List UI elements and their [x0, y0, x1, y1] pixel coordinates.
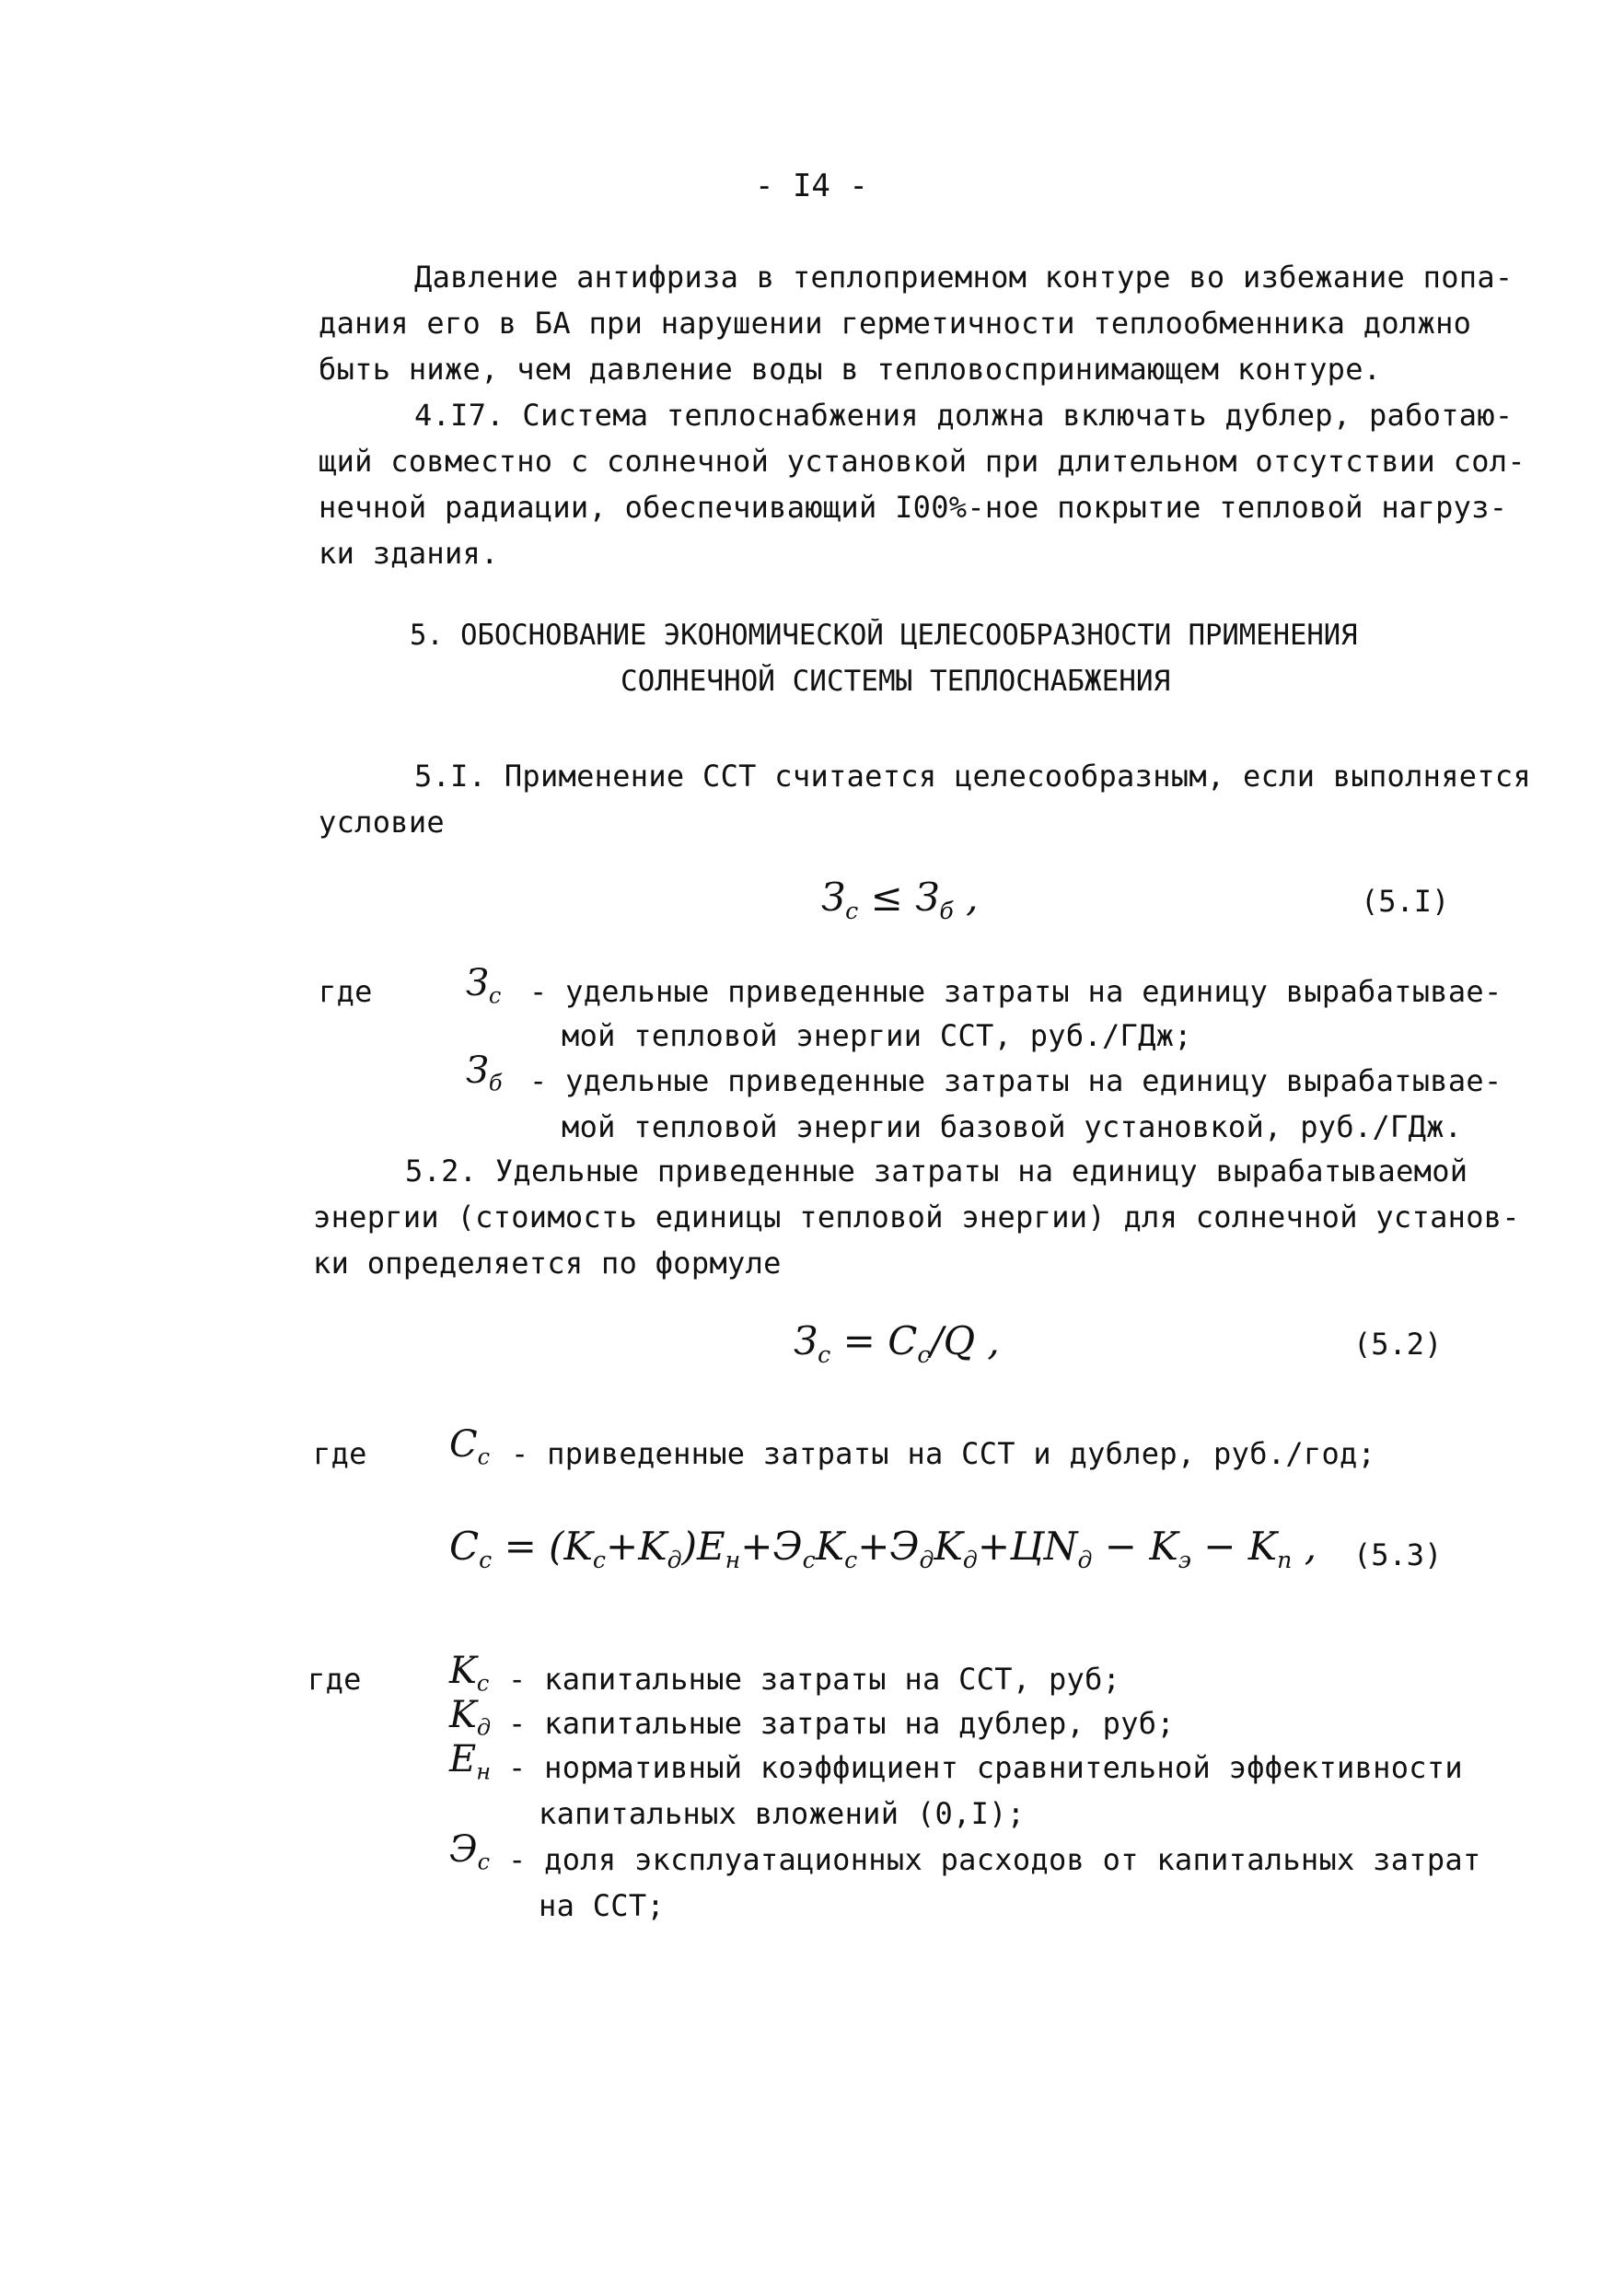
- text-line: условие: [319, 805, 445, 840]
- definition-line: - доля эксплуатационных расходов от капитальных затрат: [508, 1842, 1481, 1877]
- text-line: 5.2. Удельные приведенные затраты на единицу вырабатываемой: [405, 1154, 1468, 1189]
- text-line: быть ниже, чем давление воды в тепловоспринимающем контуре.: [319, 352, 1382, 387]
- definition-line: капитальных вложений (0,I);: [539, 1796, 1026, 1831]
- equation-number: (5.I): [1361, 884, 1450, 919]
- where-word: где: [319, 974, 373, 1009]
- text-line: ки здания.: [319, 536, 499, 571]
- definition-line: - удельные приведенные затраты на единицу вырабатывае-: [529, 1063, 1502, 1098]
- definition-line: - капитальные затраты на ССТ, руб;: [508, 1662, 1121, 1697]
- symbol: $K_c$: [449, 1650, 490, 1697]
- equation-number: (5.2): [1353, 1327, 1443, 1362]
- definition-line: - удельные приведенные затраты на единицу вырабатывае-: [529, 974, 1502, 1009]
- text-line: энергии (стоимость единицы тепловой энергии) для солнечной установ-: [313, 1200, 1520, 1235]
- symbol: $З_c$: [466, 962, 502, 1009]
- where-word: где: [307, 1662, 362, 1697]
- definition-line: - приведенные затраты на ССТ и дублер, руб./год;: [511, 1436, 1376, 1471]
- definition-line: мой тепловой энергии ССТ, руб./ГДж;: [562, 1018, 1192, 1053]
- symbol: $K_д$: [449, 1694, 492, 1741]
- definition-line: мой тепловой энергии базовой установкой, руб./ГДж.: [562, 1109, 1463, 1144]
- equation-5-2: $З_c = C_c/Q$ ,: [794, 1318, 1000, 1368]
- text-line: ки определяется по формуле: [313, 1246, 782, 1281]
- symbol: $E_н$: [449, 1738, 492, 1785]
- section-heading: 5. ОБОСНОВАНИЕ ЭКОНОМИЧЕСКОЙ ЦЕЛЕСООБРАЗНОСТИ ПРИМЕНЕНИЯ: [410, 619, 1358, 652]
- text-line: нечной радиации, обеспечивающий I00%-ное покрытие тепловой нагруз-: [319, 490, 1508, 525]
- text-line: Давление антифриза в теплоприемном контуре во избежание попа-: [414, 260, 1514, 295]
- definition-line: на ССТ;: [539, 1888, 665, 1923]
- text-line: дания его в БА при нарушении герметичности теплообменника должно: [319, 306, 1472, 341]
- page-number: - I4 -: [755, 168, 868, 204]
- text-line: щий совместно с солнечной установкой при длительном отсутствии сол-: [319, 444, 1526, 479]
- symbol: $C_c$: [449, 1423, 491, 1470]
- text-line: 4.I7. Система теплоснабжения должна включать дублер, работаю-: [414, 398, 1514, 433]
- definition-line: - нормативный коэффициент сравнительной эффективности: [508, 1750, 1463, 1785]
- equation-5-3: $C_c = (K_c+K_д)E_н+Э_cK_c+Э_дK_д+ЦN_д - K_э - K_п$ ,: [449, 1524, 1317, 1573]
- equation-5-1: $З_c \le З_б$ ,: [821, 875, 979, 924]
- equation-number: (5.3): [1353, 1537, 1443, 1572]
- symbol: $Э_c$: [449, 1828, 491, 1875]
- section-heading: СОЛНЕЧНОЙ СИСТЕМЫ ТЕПЛОСНАБЖЕНИЯ: [621, 665, 1171, 698]
- where-word: где: [313, 1436, 367, 1471]
- symbol: $З_б$: [466, 1049, 503, 1096]
- definition-line: - капитальные затраты на дублер, руб;: [508, 1706, 1175, 1741]
- text-line: 5.I. Применение ССТ считается целесообразным, если выполняется: [414, 759, 1532, 794]
